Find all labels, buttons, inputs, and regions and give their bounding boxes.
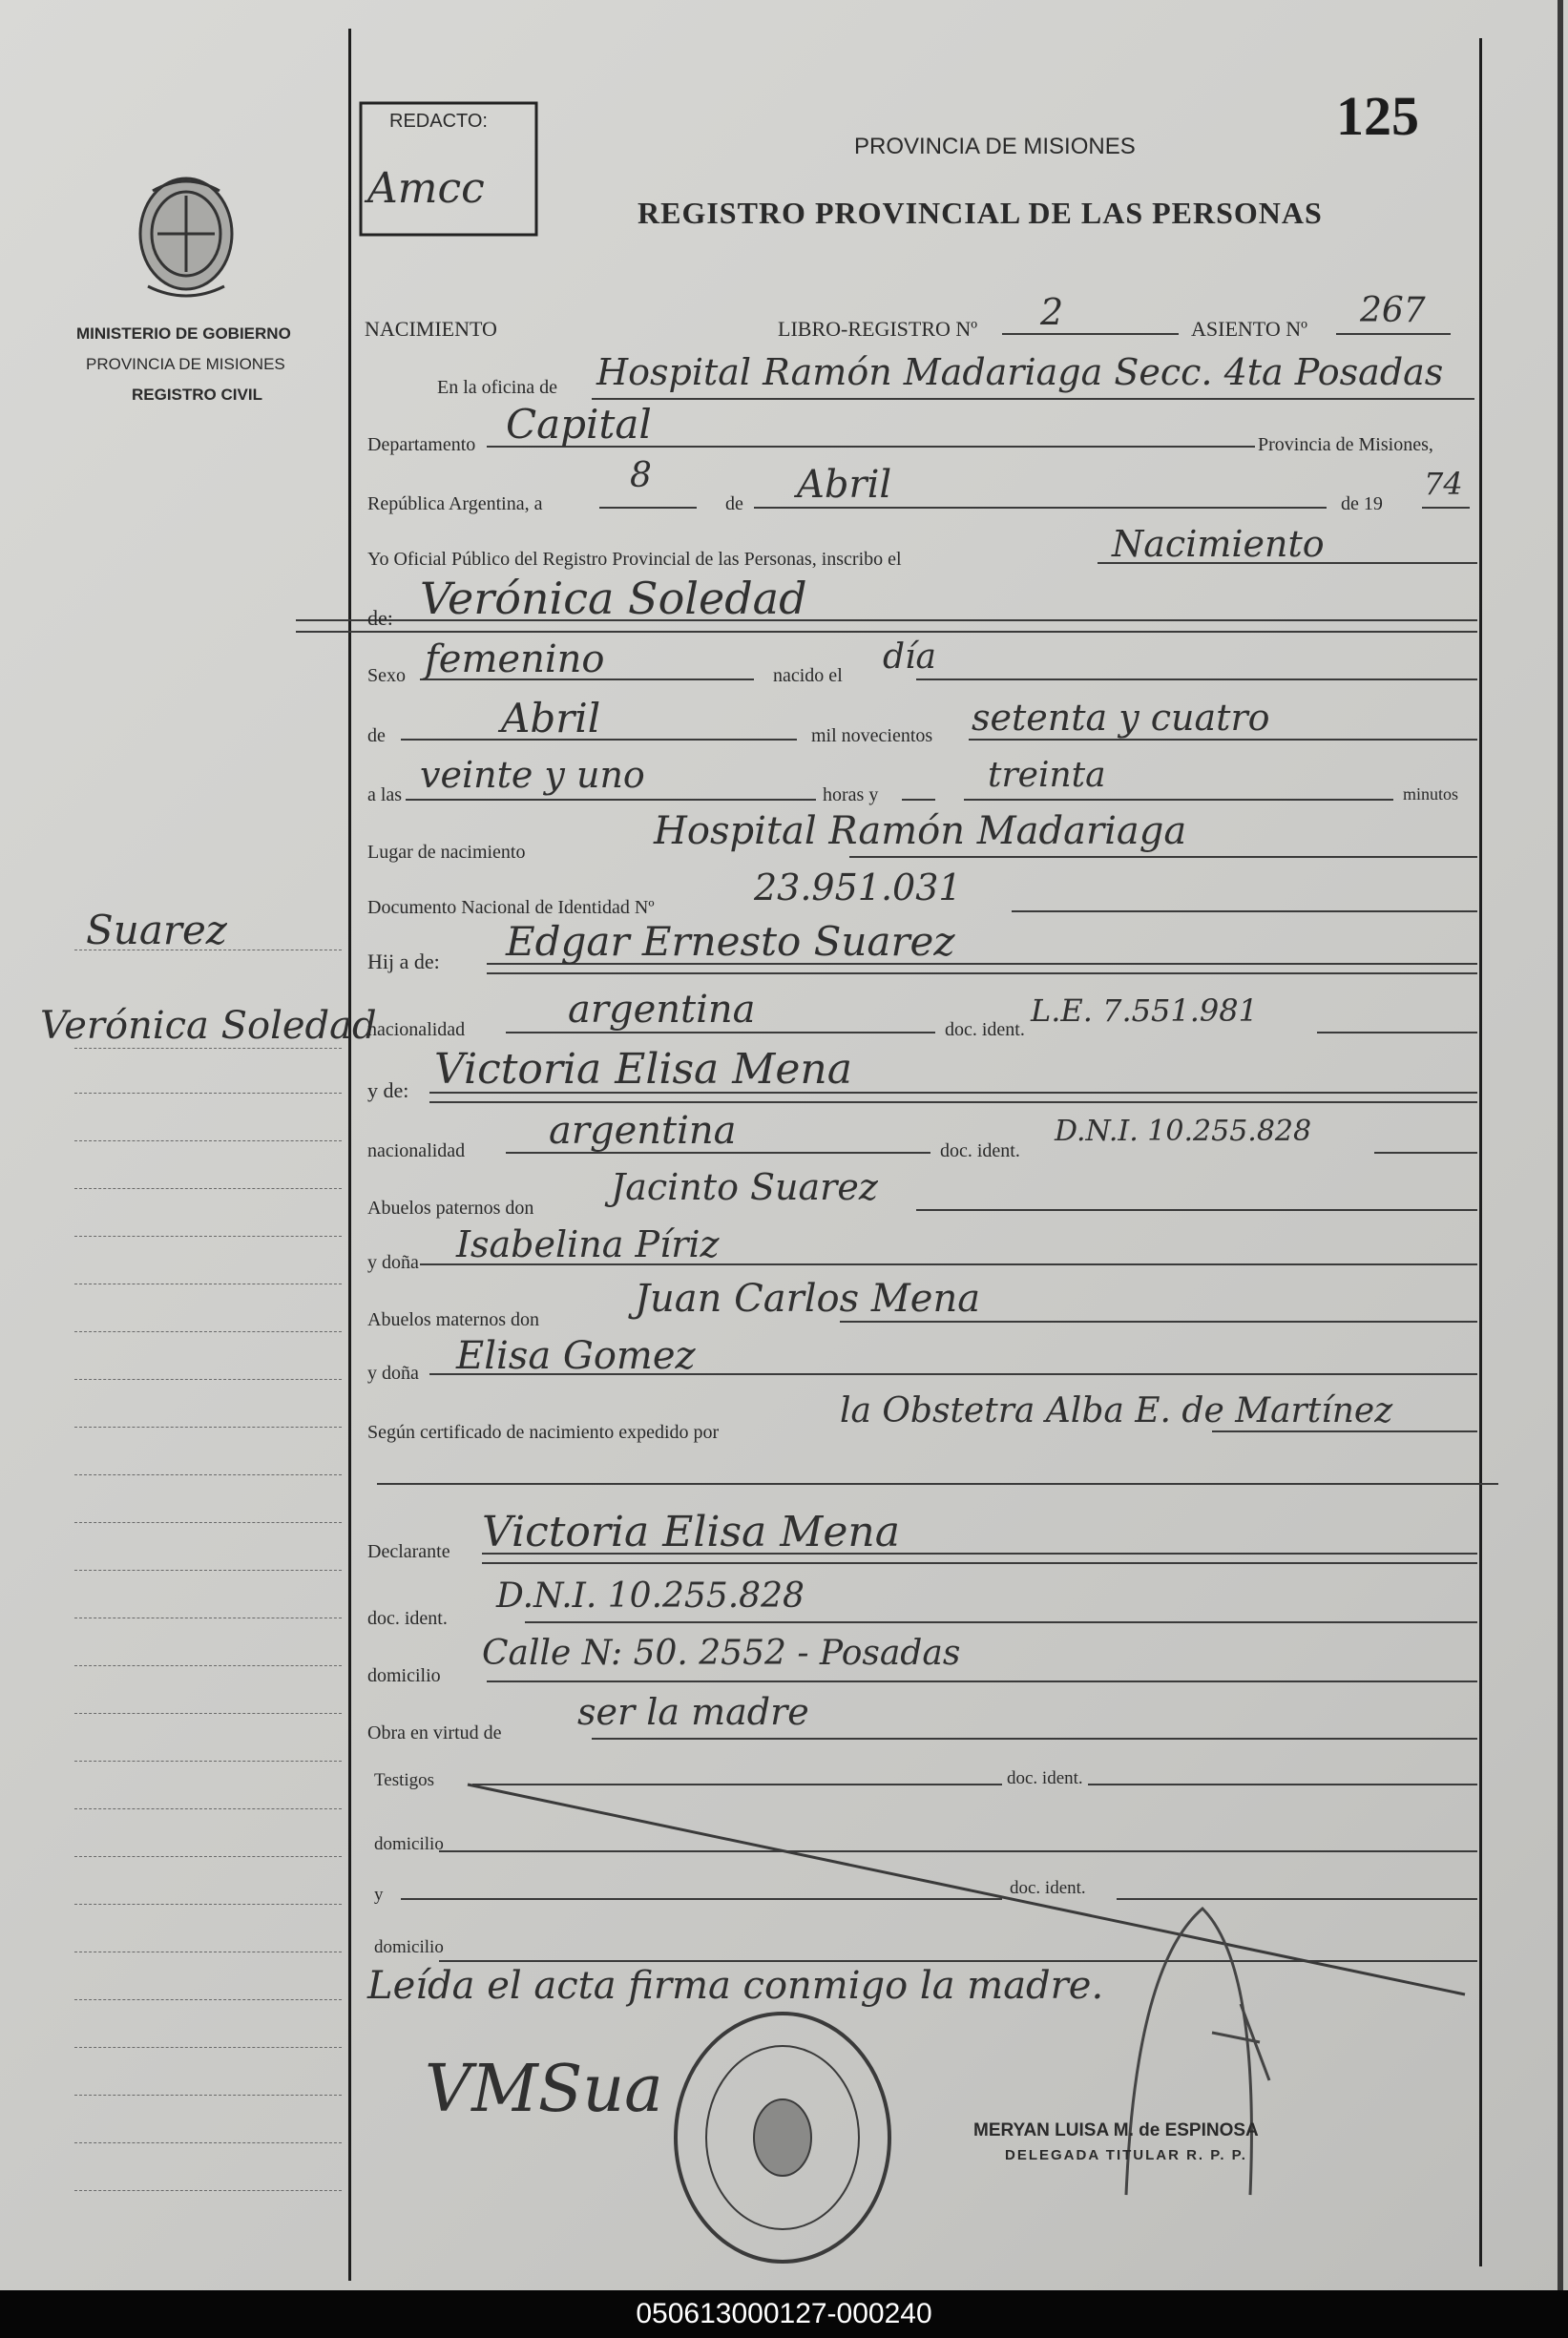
ministry-line-2: PROVINCIA DE MISIONES [86,355,285,373]
republica-label: República Argentina, a [367,493,543,514]
doc-padre-value: L.E. 7.551.981 [1031,992,1258,1029]
abuelos-maternos-label: Abuelos maternos don [367,1309,539,1330]
ministry-line-1: MINISTERIO DE GOBIERNO [76,324,291,343]
testigo-doc-label: doc. ident. [1007,1768,1083,1788]
redacto-initials: Amcc [367,164,485,213]
footer-document-id: 050613000127-000240 [636,2298,932,2329]
obra-label: Obra en virtud de [367,1722,502,1743]
official-title: DELEGADA TITULAR R. P. P. [1005,2147,1247,2163]
testigos-label: Testigos [374,1770,435,1790]
testigo-domicilio-label: domicilio [374,1834,444,1854]
oficina-value: Hospital Ramón Madariaga Secc. 4ta Posadas [596,351,1444,393]
anio-text-value: setenta y cuatro [972,697,1270,739]
padre-value: Edgar Ernesto Suarez [506,918,955,965]
margin-names: Verónica Soledad [40,1004,377,1048]
testigo2-doc-label: doc. ident. [1010,1878,1086,1898]
dona-paterna-label: y doña [367,1252,419,1273]
declarante-value: Victoria Elisa Mena [482,1508,900,1556]
nacionalidad-madre-value: argentina [549,1109,737,1153]
departamento-label: Departamento [367,434,476,455]
horas-label: horas y [823,784,879,805]
record-type-label: NACIMIENTO [365,317,497,341]
asiento-value: 267 [1360,291,1426,330]
abuelos-paternos-label: Abuelos paternos don [367,1198,534,1219]
mes-value: Abril [797,463,892,507]
inscribo-value: Nacimiento [1112,523,1325,565]
sexo-value: femenino [425,637,605,681]
nacido-value: día [883,637,937,677]
departamento-value: Capital [506,401,652,448]
coat-of-arms-icon [140,178,232,296]
nacionalidad-madre-label: nacionalidad [367,1140,466,1161]
provincia-label: Provincia de Misiones, [1258,434,1433,455]
certificado-value: la Obstetra Alba E. de Martínez [840,1391,1393,1430]
lugar-value: Hospital Ramón Madariaga [654,809,1187,853]
horas-value: veinte y uno [420,754,645,796]
signature: VMSua [425,2052,663,2127]
abuelo-materno-value: Juan Carlos Mena [635,1277,981,1321]
dni-value: 23.951.031 [754,866,962,908]
redacto-label: REDACTO: [389,111,488,132]
a-las-label: a las [367,784,403,805]
anio-value: 74 [1424,466,1463,502]
nacido-label: nacido el [773,665,843,686]
mil-novecientos-label: mil novecientos [811,725,933,746]
oficina-label: En la oficina de [437,377,558,398]
minutos-label: minutos [1403,784,1459,804]
libro-value: 2 [1040,291,1064,333]
madre-value: Victoria Elisa Mena [434,1045,852,1094]
abuela-paterna-value: Isabelina Píriz [456,1223,720,1265]
abuela-materna-value: Elisa Gomez [456,1334,696,1378]
leida-statement: Leída el acta firma conmigo la madre. [367,1964,1104,2008]
official-name: MERYAN LUISA M. de ESPINOSA [973,2120,1259,2140]
doc-madre-label: doc. ident. [940,1140,1020,1161]
sexo-label: Sexo [367,665,406,686]
registry-title: REGISTRO PROVINCIAL DE LAS PERSONAS [638,196,1323,230]
page-number: 125 [1336,85,1419,147]
nombre-label: de: [367,606,393,630]
madre-label: y de: [367,1078,409,1102]
domicilio-label: domicilio [367,1665,441,1686]
libro-label: LIBRO-REGISTRO Nº [778,317,978,341]
hija-label: Hij a de: [367,950,440,973]
nombre-value: Verónica Soledad [420,573,807,624]
de2-label: de [367,725,386,746]
asiento-label: ASIENTO Nº [1191,317,1307,341]
declarante-label: Declarante [367,1541,450,1562]
mes2-value: Abril [501,695,601,741]
margin-surname: Suarez [86,907,227,953]
declarante-doc-value: D.N.I. 10.255.828 [496,1576,805,1616]
dni-label: Documento Nacional de Identidad Nº [367,897,655,918]
doc-padre-label: doc. ident. [945,1019,1025,1040]
dona-materna-label: y doña [367,1363,419,1384]
de-label: de [725,493,743,514]
minutos-value: treinta [988,756,1106,795]
official-seal-stamp [676,2014,889,2262]
declarante-doc-label: doc. ident. [367,1608,448,1629]
oficial-label: Yo Oficial Público del Registro Provincial de las Personas, inscribo el [367,549,902,570]
province-header: PROVINCIA DE MISIONES [854,134,1136,159]
lugar-label: Lugar de nacimiento [367,842,526,863]
nacionalidad-padre-label: nacionalidad [367,1019,466,1040]
testigo2-domicilio-label: domicilio [374,1937,444,1957]
testigo-y-label: y [374,1885,384,1905]
certificado-label: Según certificado de nacimiento expedido por [367,1422,720,1443]
doc-madre-value: D.N.I. 10.255.828 [1055,1115,1312,1148]
dia-value: 8 [630,456,652,495]
nacionalidad-padre-value: argentina [568,988,756,1032]
domicilio-value: Calle N: 50. 2552 - Posadas [482,1634,961,1673]
abuelo-paterno-value: Jacinto Suarez [611,1166,878,1208]
obra-value: ser la madre [577,1691,809,1733]
anio-prefix-label: de 19 [1341,493,1383,514]
ministry-line-3: REGISTRO CIVIL [132,386,262,404]
